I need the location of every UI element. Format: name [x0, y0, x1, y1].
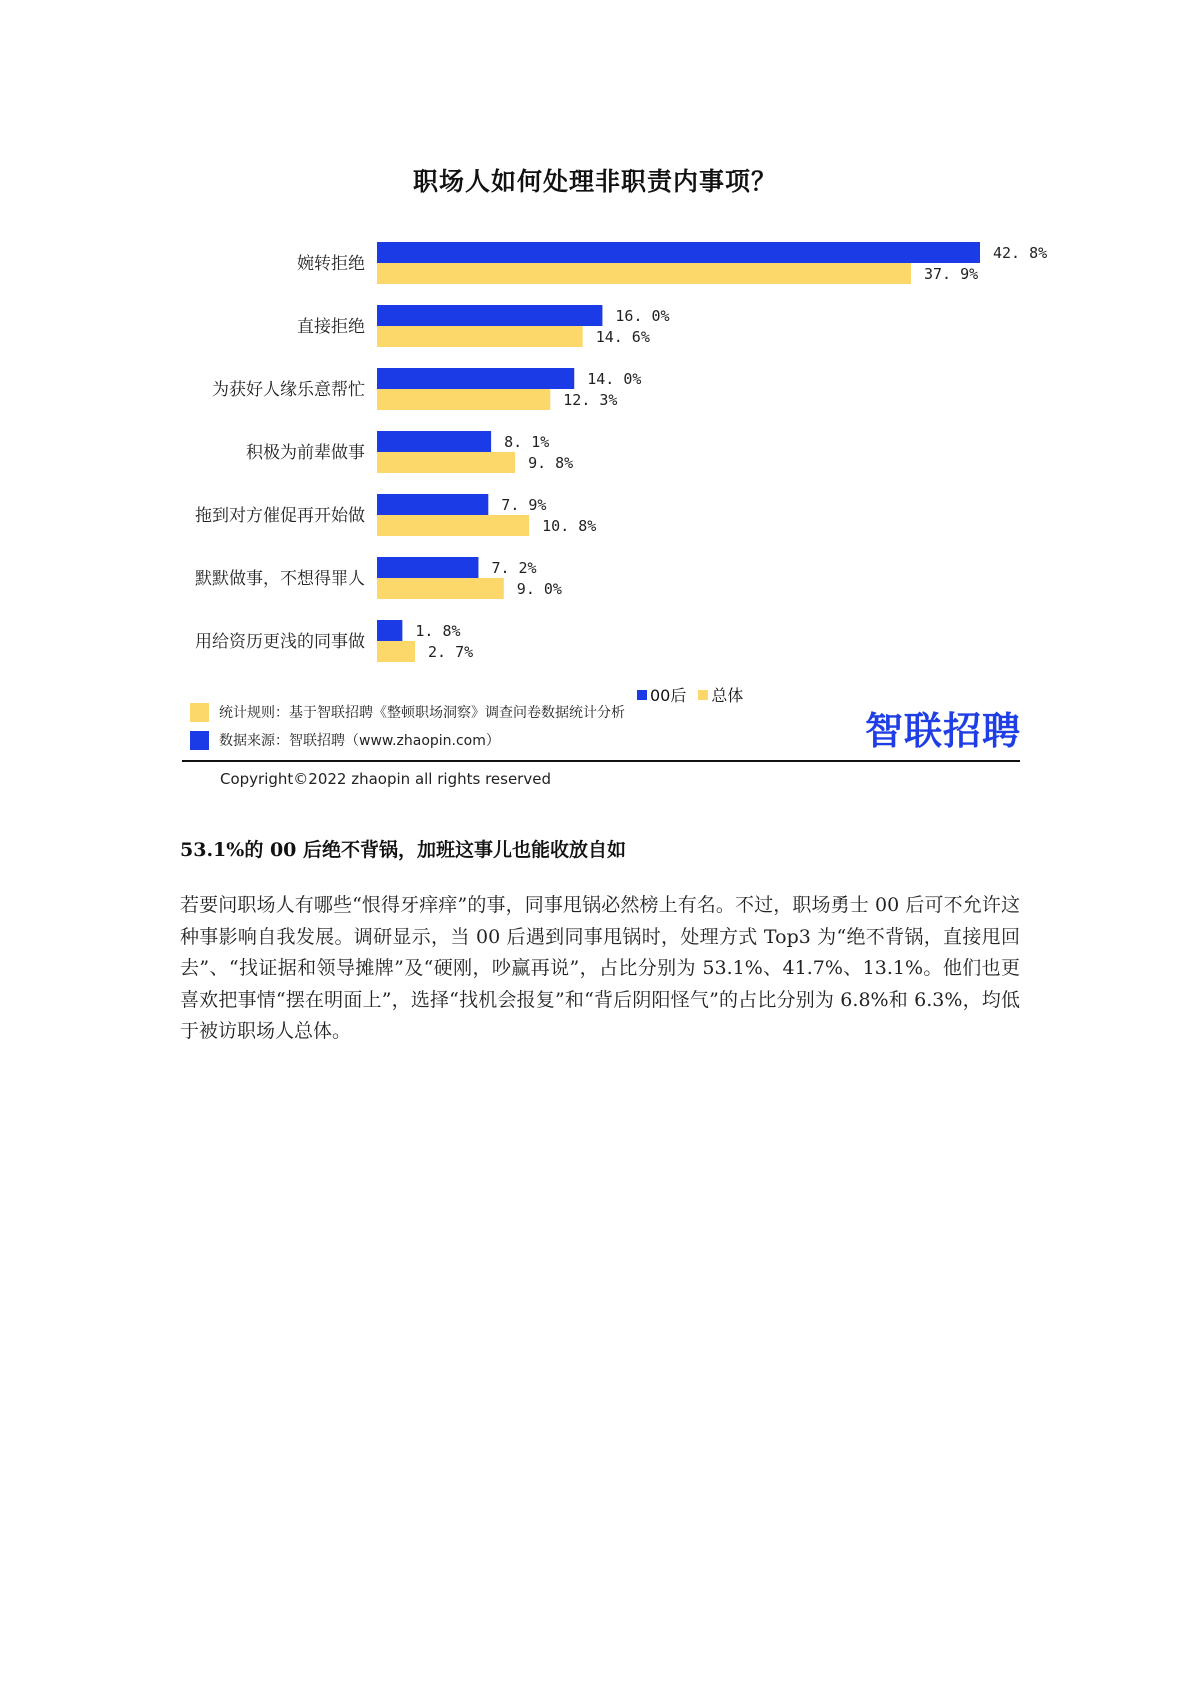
bar-0-5 — [377, 557, 478, 578]
note-source-swatch — [190, 731, 209, 750]
value-label-1-1: 14. 6% — [595, 328, 650, 346]
value-label-0-4: 7. 9% — [501, 496, 547, 514]
article-heading: 53.1%的 00 后绝不背锅，加班这事儿也能收放自如 — [180, 839, 627, 861]
bar-0-0 — [377, 242, 980, 263]
value-label-1-3: 9. 8% — [528, 454, 574, 472]
bar-0-3 — [377, 431, 491, 452]
note-rule-swatch — [190, 703, 209, 722]
value-label-0-1: 16. 0% — [615, 307, 670, 325]
legend-swatch-00hou — [637, 690, 647, 700]
legend-label-00hou: 00后 — [650, 686, 687, 705]
note-rule-text: 统计规则：基于智联招聘《整顿职场洞察》调查问卷数据统计分析 — [219, 705, 625, 721]
legend-swatch-zongti — [698, 690, 708, 700]
legend-label-zongti: 总体 — [711, 686, 744, 705]
article-paragraph: 若要问职场人有哪些“恨得牙痒痒”的事，同事甩锅必然榜上有名。不过，职场勇士 00 后可不允许这种事影响自我发展。调研显示，当 00 后遇到同事甩锅时，处理方式 Top3 为“绝不背锅，直接甩回去”、“找证据和领导摊牌”及“硬刚，吵赢再说”，占比分别为 53.1%、41.7%、13.1%。他们也更喜欢把事情“摆在明面上”，选择“找机会报复”和“背后阴阳怪气”的占比分别为 6.8%和 6.3%，均低于被访职场人总体。 — [180, 894, 1020, 1042]
bar-0-6 — [377, 620, 402, 641]
value-label-0-0: 42. 8% — [993, 244, 1048, 262]
bar-1-3 — [377, 452, 515, 473]
bar-1-4 — [377, 515, 529, 536]
chart-notes — [190, 698, 625, 754]
value-label-1-6: 2. 7% — [428, 643, 474, 661]
bar-1-6 — [377, 641, 415, 662]
category-label-3: 积极为前辈做事 — [246, 443, 365, 463]
divider-line — [182, 760, 1020, 762]
note-source — [190, 726, 625, 754]
bar-0-4 — [377, 494, 488, 515]
copyright-text: Copyright©2022 zhaopin all rights reserved — [220, 770, 551, 788]
chart-legend — [637, 683, 755, 706]
bar-1-1 — [377, 326, 583, 347]
category-label-6: 用给资历更浅的同事做 — [195, 632, 365, 652]
legend-item-00hou — [637, 683, 686, 706]
bar-chart — [0, 225, 1190, 685]
bar-1-0 — [377, 263, 911, 284]
note-rule — [190, 698, 625, 726]
bar-0-1 — [377, 305, 602, 326]
category-label-0: 婉转拒绝 — [297, 254, 365, 274]
category-label-4: 拖到对方催促再开始做 — [195, 506, 365, 526]
value-label-1-2: 12. 3% — [563, 391, 618, 409]
value-label-1-4: 10. 8% — [542, 517, 597, 535]
category-label-1: 直接拒绝 — [297, 317, 365, 337]
bar-1-2 — [377, 389, 550, 410]
value-label-0-5: 7. 2% — [491, 559, 537, 577]
value-label-1-0: 37. 9% — [923, 265, 979, 283]
legend-item-zongti — [698, 683, 743, 706]
value-label-1-5: 9. 0% — [516, 580, 562, 598]
chart-title: 职场人如何处理非职责内事项？ — [412, 167, 777, 196]
zhaopin-logo: 智联招聘 — [865, 709, 1022, 753]
value-label-0-2: 14. 0% — [587, 370, 642, 388]
value-label-0-3: 8. 1% — [504, 433, 550, 451]
category-label-5: 默默做事，不想得罪人 — [195, 569, 365, 589]
bar-1-5 — [377, 578, 504, 599]
note-source-text: 数据来源：智联招聘（www.zhaopin.com） — [219, 733, 500, 749]
category-label-2: 为获好人缘乐意帮忙 — [212, 380, 365, 400]
value-label-0-6: 1. 8% — [415, 622, 461, 640]
bar-0-2 — [377, 368, 574, 389]
